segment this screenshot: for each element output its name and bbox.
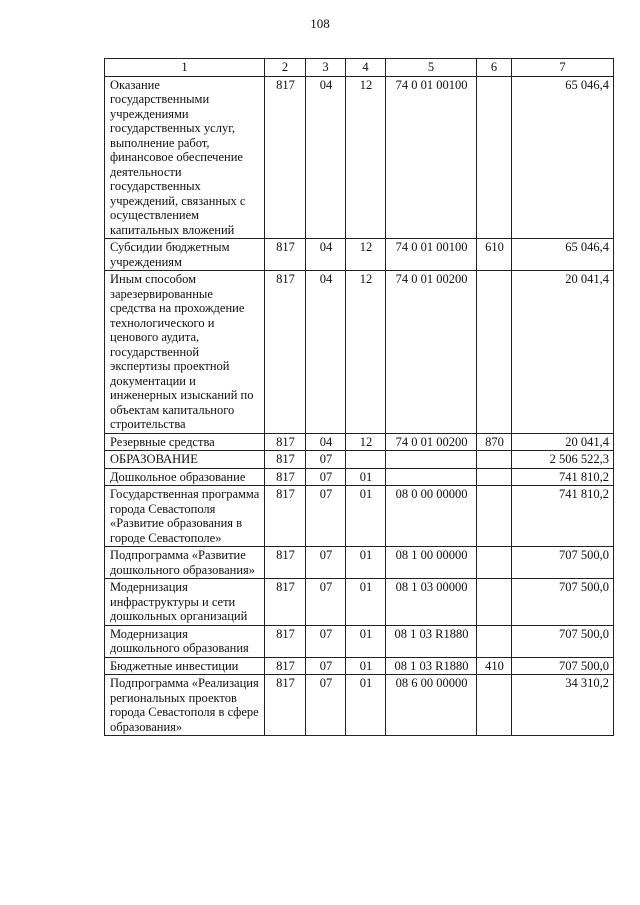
ministry-code: 817 (265, 657, 306, 675)
ministry-code: 817 (265, 433, 306, 451)
subsection-code: 12 (346, 433, 386, 451)
ministry-code: 817 (265, 579, 306, 626)
row-name: Оказание государственными учреждениями государственных услуг, выполнение работ, финансовое обеспечение деятельности государственных учреждений, связанных с осуществлением капитальных вложений (105, 76, 265, 239)
table-row (105, 468, 614, 486)
ministry-code: 817 (265, 451, 306, 469)
table-row (105, 579, 614, 626)
target-article-code: 74 0 01 00200 (386, 433, 477, 451)
table-row (105, 433, 614, 451)
ministry-code: 817 (265, 271, 306, 434)
expense-type-code (477, 625, 512, 657)
section-code: 07 (306, 451, 346, 469)
target-article-code: 08 1 03 R1880 (386, 657, 477, 675)
target-article-code: 08 1 00 00000 (386, 547, 477, 579)
row-name: Государственная программа города Севастополя «Развитие образования в городе Севастополе» (105, 486, 265, 547)
row-name: Субсидии бюджетным учреждениям (105, 239, 265, 271)
expense-type-code (477, 486, 512, 547)
subsection-code: 12 (346, 76, 386, 239)
column-header: 5 (386, 59, 477, 77)
amount: 65 046,4 (512, 239, 614, 271)
target-article-code: 08 6 00 00000 (386, 675, 477, 736)
section-code: 04 (306, 239, 346, 271)
target-article-code: 08 0 00 00000 (386, 486, 477, 547)
section-code: 07 (306, 579, 346, 626)
expense-type-code: 410 (477, 657, 512, 675)
subsection-code: 01 (346, 468, 386, 486)
section-code: 07 (306, 657, 346, 675)
expense-type-code: 870 (477, 433, 512, 451)
target-article-code: 74 0 01 00100 (386, 239, 477, 271)
expense-type-code (477, 451, 512, 469)
amount: 707 500,0 (512, 625, 614, 657)
ministry-code: 817 (265, 486, 306, 547)
target-article-code: 08 1 03 R1880 (386, 625, 477, 657)
table-row (105, 486, 614, 547)
row-name: Подпрограмма «Развитие дошкольного образования» (105, 547, 265, 579)
subsection-code: 01 (346, 657, 386, 675)
subsection-code: 01 (346, 579, 386, 626)
column-header: 1 (105, 59, 265, 77)
expense-type-code (477, 468, 512, 486)
table-row (105, 657, 614, 675)
ministry-code: 817 (265, 239, 306, 271)
subsection-code: 01 (346, 547, 386, 579)
ministry-code: 817 (265, 547, 306, 579)
target-article-code (386, 451, 477, 469)
section-code: 04 (306, 433, 346, 451)
table-row (105, 239, 614, 271)
target-article-code: 74 0 01 00100 (386, 76, 477, 239)
subsection-code: 01 (346, 675, 386, 736)
amount: 34 310,2 (512, 675, 614, 736)
ministry-code: 817 (265, 625, 306, 657)
target-article-code: 08 1 03 00000 (386, 579, 477, 626)
column-header: 3 (306, 59, 346, 77)
amount: 707 500,0 (512, 579, 614, 626)
subsection-code (346, 451, 386, 469)
expense-type-code (477, 579, 512, 626)
target-article-code: 74 0 01 00200 (386, 271, 477, 434)
section-code: 04 (306, 271, 346, 434)
ministry-code: 817 (265, 468, 306, 486)
row-name: Дошкольное образование (105, 468, 265, 486)
section-code: 07 (306, 625, 346, 657)
table-row (105, 547, 614, 579)
expense-type-code (477, 675, 512, 736)
column-header: 2 (265, 59, 306, 77)
subsection-code: 12 (346, 271, 386, 434)
table-row (105, 76, 614, 239)
row-name: Резервные средства (105, 433, 265, 451)
table-header-row (105, 59, 614, 77)
amount: 2 506 522,3 (512, 451, 614, 469)
section-code: 07 (306, 486, 346, 547)
row-name: Модернизация инфраструктуры и сети дошкольных организаций (105, 579, 265, 626)
expense-type-code (477, 76, 512, 239)
column-header: 6 (477, 59, 512, 77)
amount: 65 046,4 (512, 76, 614, 239)
amount: 707 500,0 (512, 657, 614, 675)
section-code: 07 (306, 468, 346, 486)
amount: 20 041,4 (512, 271, 614, 434)
ministry-code: 817 (265, 76, 306, 239)
amount: 741 810,2 (512, 468, 614, 486)
expense-type-code (477, 547, 512, 579)
ministry-code: 817 (265, 675, 306, 736)
subsection-code: 12 (346, 239, 386, 271)
amount: 707 500,0 (512, 547, 614, 579)
column-header: 4 (346, 59, 386, 77)
amount: 20 041,4 (512, 433, 614, 451)
subsection-code: 01 (346, 486, 386, 547)
row-name: Подпрограмма «Реализация региональных проектов города Севастополя в сфере образования» (105, 675, 265, 736)
table-row (105, 451, 614, 469)
table-row (105, 271, 614, 434)
budget-table (104, 58, 614, 736)
column-header: 7 (512, 59, 614, 77)
page-number: 108 (310, 16, 330, 31)
row-name: Бюджетные инвестиции (105, 657, 265, 675)
section-code: 04 (306, 76, 346, 239)
row-name: Иным способом зарезервированные средства на прохождение технологического и ценового аудита, государственной экспертизы проектной документации и инженерных изысканий по объектам капитального строительства (105, 271, 265, 434)
table-row (105, 675, 614, 736)
section-code: 07 (306, 547, 346, 579)
target-article-code (386, 468, 477, 486)
row-name: Модернизация дошкольного образования (105, 625, 265, 657)
section-code: 07 (306, 675, 346, 736)
row-name: ОБРАЗОВАНИЕ (105, 451, 265, 469)
expense-type-code (477, 271, 512, 434)
amount: 741 810,2 (512, 486, 614, 547)
expense-type-code: 610 (477, 239, 512, 271)
table-row (105, 625, 614, 657)
subsection-code: 01 (346, 625, 386, 657)
